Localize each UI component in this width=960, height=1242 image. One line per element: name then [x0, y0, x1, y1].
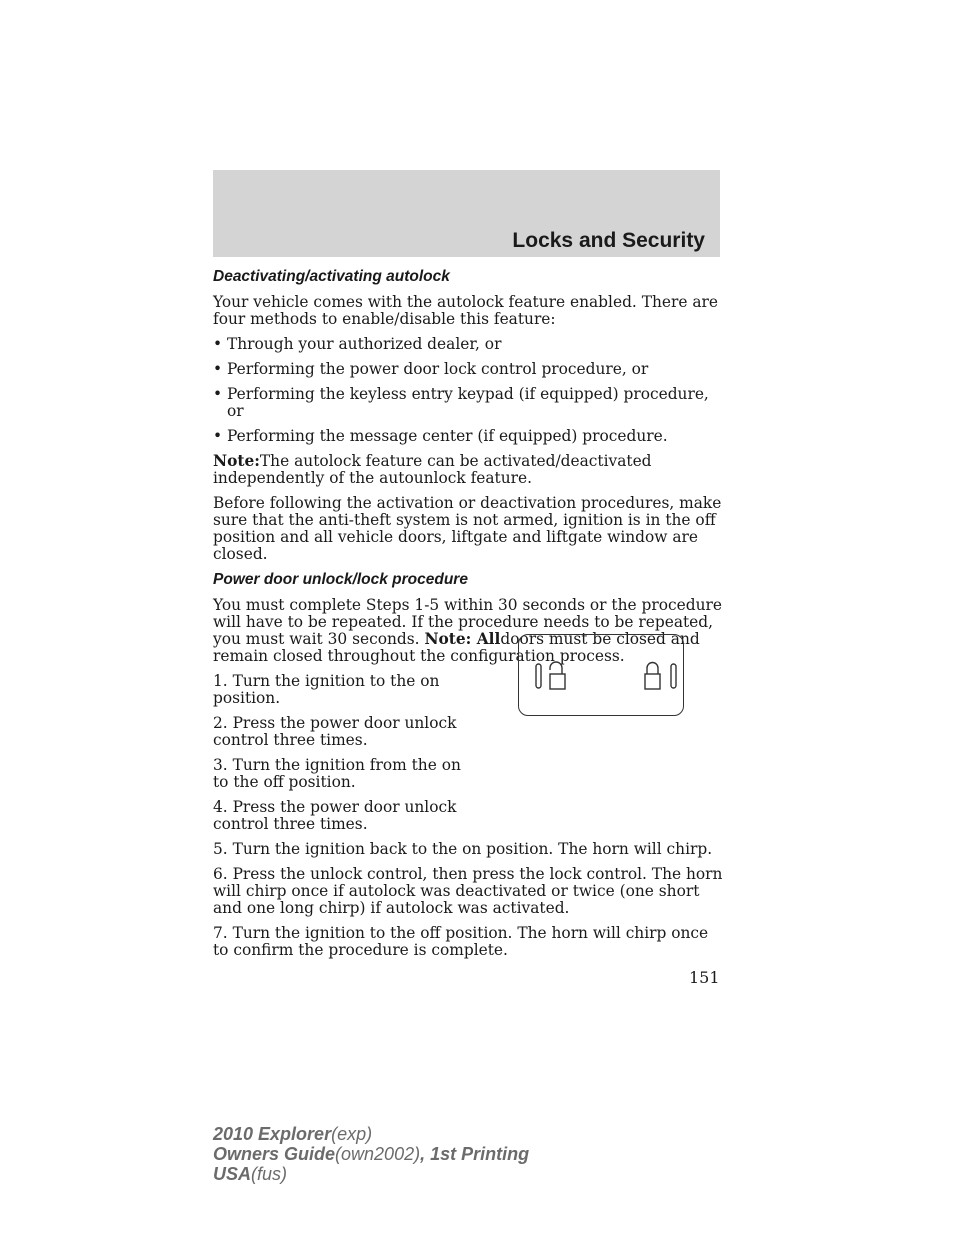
- lock-switch-graphic: [519, 635, 685, 717]
- procedure-step: 2. Press the power door unlock control three times.: [213, 714, 457, 749]
- procedure-step: 6. Press the unlock control, then press the lock control. The horn will chirp once if autolock was deactivated or twice (one short and one long chirp) if autolock was activated.: [213, 865, 723, 917]
- autolock-methods-list: [213, 336, 723, 445]
- lock-icon: [645, 663, 660, 690]
- list-item: • Performing the keyless entry keypad (if equipped) procedure, or: [213, 386, 723, 420]
- procedure-step: 5. Turn the ignition back to the on position. The horn will chirp.: [213, 840, 713, 858]
- autolock-note: [213, 453, 723, 487]
- list-item: • Performing the power door lock control procedure, or: [213, 361, 723, 378]
- procedure-step: 1. Turn the ignition to the on position.: [213, 672, 440, 707]
- footer-guide-code: (own2002): [335, 1144, 421, 1164]
- autolock-intro: Your vehicle comes with the autolock feature enabled. There are four methods to enable/disable this feature:: [213, 293, 718, 328]
- footer-model-code: (exp): [331, 1124, 373, 1144]
- footer-model: 2010 Explorer: [213, 1124, 332, 1144]
- footer-guide: Owners Guide: [213, 1144, 336, 1164]
- unlock-icon: [550, 662, 565, 689]
- list-item: • Performing the message center (if equipped) procedure.: [213, 428, 723, 445]
- procedure-step: 7. Turn the ignition to the off position. The horn will chirp once to confirm the procedure is complete.: [213, 924, 709, 959]
- footer-market: USA: [213, 1164, 252, 1184]
- procedure-intro-b: doors must be closed and remain closed throughout the configuration process.: [213, 630, 700, 665]
- procedure-heading: Power door unlock/lock procedure: [213, 571, 468, 588]
- lock-rocker-mark: [671, 664, 676, 688]
- before-procedure-text: Before following the activation or deactivation procedures, make sure that the anti-theft system is not armed, ignition is in the off position and all vehicle doors, liftgate and liftgate window are closed.: [213, 494, 722, 563]
- page-content: [213, 268, 723, 967]
- footer-line-2: [213, 1144, 529, 1164]
- section-title: Locks and Security: [512, 229, 705, 252]
- footer-line-1: [213, 1124, 529, 1144]
- note-text: The autolock feature can be activated/deactivated independently of the autounlock feature.: [213, 452, 652, 487]
- list-item: • Through your authorized dealer, or: [213, 336, 723, 353]
- procedure-note-label: Note: All: [424, 630, 501, 648]
- note-label: Note:: [213, 452, 260, 470]
- procedure-step: 3. Turn the ignition from the on to the off position.: [213, 756, 461, 791]
- page-number: 151: [689, 968, 720, 987]
- section-header-band: [213, 170, 720, 257]
- procedure-intro-a: You must complete Steps 1-5 within 30 seconds or the procedure will have to be repeated. If the procedure needs to be repeated, you must wait 30 seconds.: [213, 596, 722, 648]
- unlock-rocker-mark: [536, 664, 541, 688]
- footer-line-3: [213, 1164, 529, 1184]
- door-lock-control-illustration: [518, 634, 684, 716]
- print-footer: [213, 1124, 529, 1184]
- autolock-heading: Deactivating/activating autolock: [213, 268, 450, 285]
- footer-printing: , 1st Printing: [420, 1144, 530, 1164]
- footer-market-code: (fus): [251, 1164, 288, 1184]
- procedure-step: 4. Press the power door unlock control three times.: [213, 798, 457, 833]
